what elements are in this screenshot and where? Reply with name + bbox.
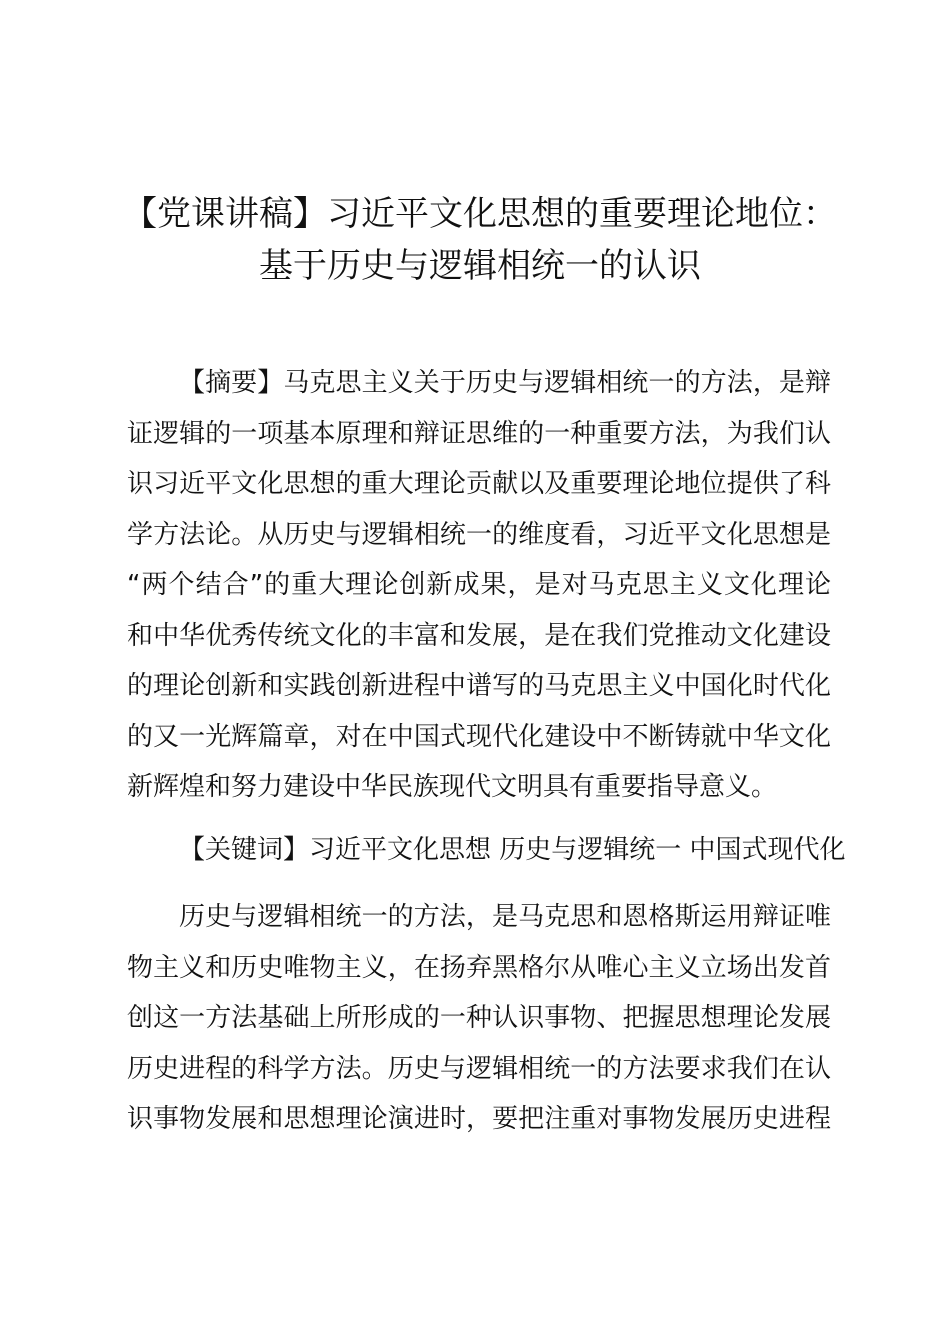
abstract-line: 新辉煌和努力建设中华民族现代文明具有重要指导意义。: [127, 772, 778, 802]
body-paragraph: [127, 892, 831, 1145]
body-line: 历史与逻辑相统一的方法，是马克思和恩格斯运用辩证唯: [179, 902, 831, 932]
abstract-line: 【摘要】马克思主义关于历史与逻辑相统一的方法，是辩: [179, 368, 831, 398]
abstract-paragraph: [127, 358, 831, 813]
abstract-line: 的又一光辉篇章，对在中国式现代化建设中不断铸就中华文化: [127, 721, 831, 752]
keywords-paragraph: [127, 825, 846, 876]
keywords-line: 【关键词】习近平文化思想 历史与逻辑统一 中国式现代化: [179, 835, 846, 865]
title-line-2: 基于历史与逻辑相统一的认识: [259, 246, 701, 286]
body-line: 创这一方法基础上所形成的一种认识事物、把握思想理论发展: [127, 1003, 831, 1033]
title-line-1: 【党课讲稿】习近平文化思想的重要理论地位：: [123, 194, 837, 234]
page-title: [100, 188, 860, 292]
body-line: 识事物发展和思想理论演进时，要把注重对事物发展历史进程: [127, 1104, 831, 1134]
abstract-line: “两个结合”的重大理论创新成果，是对马克思主义文化理论: [127, 570, 831, 600]
abstract-line: 学方法论。从历史与逻辑相统一的维度看，习近平文化思想是: [127, 519, 831, 550]
abstract-line: 证逻辑的一项基本原理和辩证思维的一种重要方法，为我们认: [127, 418, 831, 449]
abstract-line: 的理论创新和实践创新进程中谱写的马克思主义中国化时代化: [127, 671, 831, 701]
body-line: 物主义和历史唯物主义，在扬弃黑格尔从唯心主义立场出发首: [127, 952, 831, 983]
body-line: 历史进程的科学方法。历史与逻辑相统一的方法要求我们在认: [127, 1053, 831, 1084]
abstract-line: 识习近平文化思想的重大理论贡献以及重要理论地位提供了科: [127, 469, 831, 499]
abstract-line: 和中华优秀传统文化的丰富和发展，是在我们党推动文化建设: [127, 620, 831, 651]
